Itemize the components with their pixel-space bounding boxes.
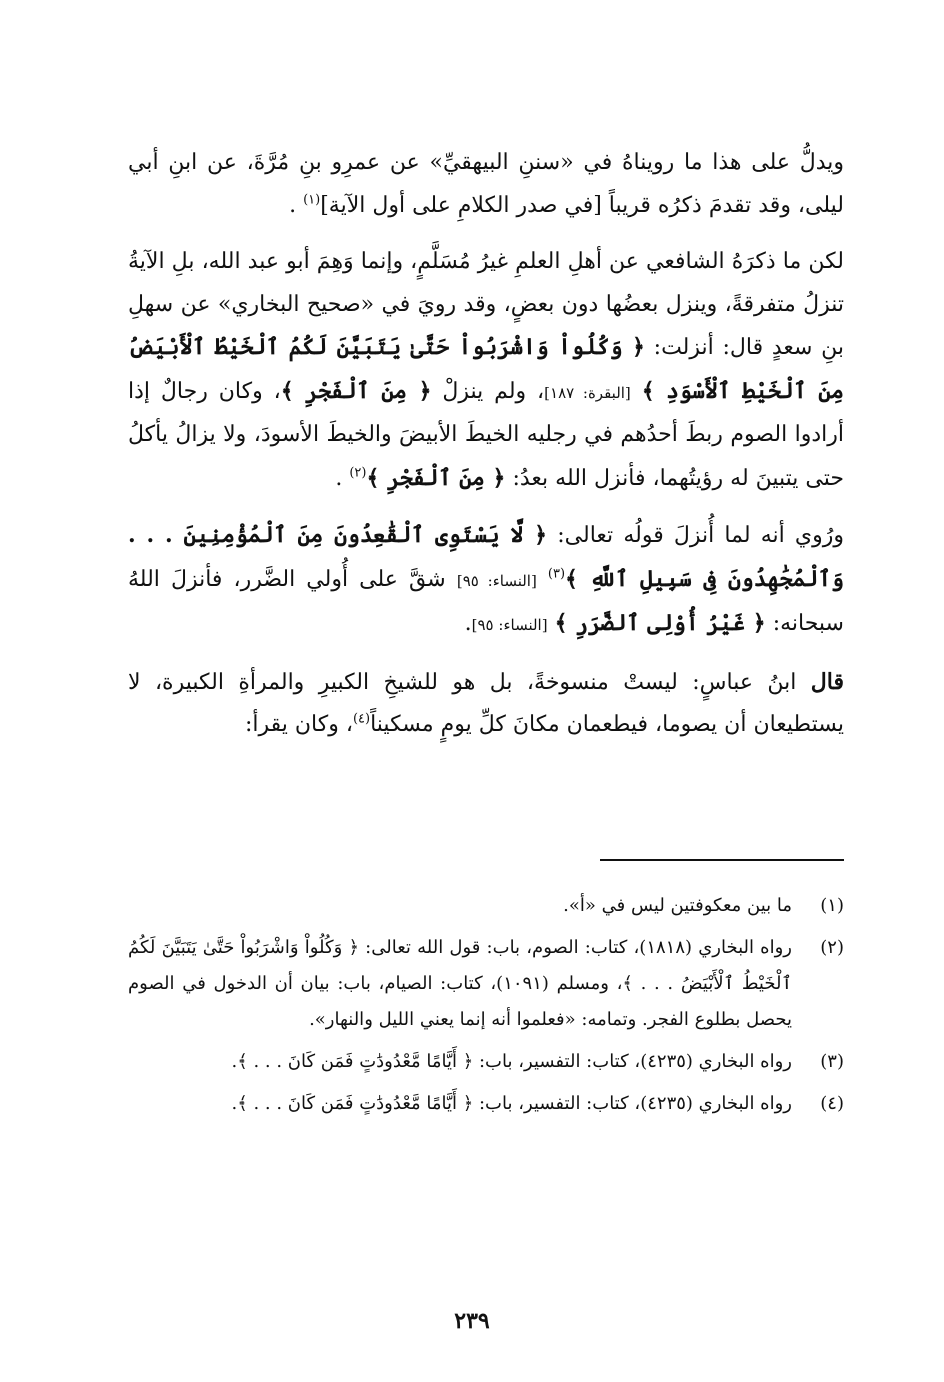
paragraph-text: ورُوي أنه لما أُنزلَ قولُه تعالى: bbox=[557, 523, 845, 548]
footnote-marker[interactable]: (٢) bbox=[349, 465, 367, 481]
quran-quote: ﴿ مِنَ ٱلْفَجْرِ ﴾ bbox=[366, 464, 506, 491]
footnote-marker[interactable]: (٤) bbox=[352, 711, 371, 727]
verse-reference: [النساء: ٩٥] bbox=[471, 616, 548, 634]
footnote-3 bbox=[128, 1044, 844, 1080]
footnote-text: رواه البخاري (٤٢٣٥)، كتاب: التفسير، باب: ﴿ أَيَّامًا مَّعْدُودَٰتٍ فَمَن كَانَ . . . ﴾. bbox=[231, 1051, 792, 1072]
verse-reference: [النساء: ٩٥] bbox=[456, 571, 537, 590]
footnote-2 bbox=[128, 930, 844, 1038]
quran-quote: ﴿ غَيْرُ أُوْلِى ٱلضَّرَرِ ﴾ bbox=[554, 610, 766, 636]
paragraph-text: لكن ما ذكرَهُ الشافعي عن أهلِ العلمِ غيرُ مُسَلَّمٍ، وإنما وَهِمَ أبو عبد الله، بلِ الآيةُ تنزلُ متفرقةً، وينزل بعضُها دون بعضٍ، وقد رويَ في «صحيح البخاري» عن سهلِ بنِ سعدٍ قال: أنزلت: bbox=[128, 249, 845, 360]
page-number: ٢٣٩ bbox=[454, 1308, 490, 1334]
paragraph-text: . bbox=[335, 465, 343, 491]
quran-quote: ﴿ وَكُلُواْ وَاشْرَبُواْ حَتَّىٰ يَتَبَيَّنَ لَكُمُ ٱلْخَيْطُ ٱلْأَبْيَضُ مِنَ ٱلْخَيْطِ ٱلْأَسْوَدِ ﴾ bbox=[128, 334, 845, 404]
paragraph-2 bbox=[128, 241, 844, 500]
paragraph-text: . bbox=[464, 611, 472, 636]
footnote-number: (١) bbox=[820, 895, 844, 916]
footnote-number: (٤) bbox=[820, 1093, 844, 1114]
quran-quote: ﴿ لَّا يَسْتَوِى ٱلْقَٰعِدُونَ مِنَ ٱلْمُؤْمِنِينَ . . . وَٱلْمُجَٰهِدُونَ فِى سَبِيلِ ٱللَّهِ ﴾ bbox=[128, 522, 845, 592]
paragraph-text: ابنُ عباسٍ: ليستْ منسوخةً، بل هو للشيخِ الكبيرِ والمرأةِ الكبيرة، لا يستطيعان أن يصوما، فيطعمان مكانَ كلِّ يومٍ مسكيناً bbox=[128, 669, 844, 737]
paragraph-text: ويدلُّ على هذا ما رويناهُ في «سننِ البيهقيِّ» عن عمرِو بنِ مُرَّةَ، عن ابنِ أبي ليلى، وقد تقدمَ ذكرُه قريباً [في صدر الكلامِ على أول الآية] bbox=[128, 150, 844, 218]
footnote-divider bbox=[600, 859, 844, 861]
footnote-text: رواه البخاري (١٨١٨)، كتاب: الصوم، باب: قول الله تعالى: ﴿ وَكُلُواْ وَاشْرَبُواْ حَتَّىٰ يَتَبَيَّنَ لَكُمُ ٱلْخَيْطُ ٱلْأَبْيَضُ . . . ﴾، ومسلم (١٠٩١)، كتاب: الصيام، باب: بيان أن الدخول في الصوم يحصل بطلوع الفجر. وتمامه: «فعلموا أنه إنما يعني الليل والنهار». bbox=[128, 937, 793, 1030]
footnote-text: رواه البخاري (٤٢٣٥)، كتاب: التفسير، باب: ﴿ أَيَّامًا مَّعْدُودَٰتٍ فَمَن كَانَ . . . ﴾. bbox=[231, 1093, 792, 1114]
footnote-4 bbox=[128, 1086, 844, 1122]
footnote-text: ما بين معكوفتين ليس في «أ». bbox=[563, 895, 792, 916]
quran-quote: ﴿ مِنَ ٱلْفَجْرِ ﴾ bbox=[280, 377, 432, 404]
paragraph-3 bbox=[128, 514, 844, 647]
footnote-1 bbox=[128, 888, 844, 924]
paragraph-text: شقَّ على أُولي الضَّرر، فأنزلَ اللهُ سبحانه: bbox=[128, 566, 844, 636]
footnote-number: (٢) bbox=[820, 937, 844, 958]
footnote-marker[interactable]: (١) bbox=[303, 192, 321, 208]
paragraph-text: ، ولم ينزلْ bbox=[442, 378, 545, 404]
paragraph-1 bbox=[128, 142, 844, 227]
paragraph-text: ، وكان يقرأ: bbox=[244, 712, 353, 737]
footnotes bbox=[128, 888, 844, 1128]
paragraph-lead-word: قال bbox=[810, 668, 844, 695]
footnote-marker[interactable]: (٣) bbox=[547, 566, 566, 582]
paragraph-4 bbox=[128, 661, 844, 747]
page-body bbox=[128, 142, 844, 761]
paragraph-text: ، وكان رجالٌ إذا أرادوا الصوم ربطَ أحدُهم في رجليه الخيطَ الأبيضَ والخيطَ الأسودَ، ولا يزالُ يأكلُ حتى يتبينَ له رؤيتُهما، فأنزل الله بعدُ: bbox=[128, 378, 844, 491]
verse-reference: [البقرة: ١٨٧] bbox=[544, 383, 631, 402]
paragraph-text: . bbox=[289, 192, 297, 218]
footnote-number: (٣) bbox=[820, 1051, 844, 1072]
